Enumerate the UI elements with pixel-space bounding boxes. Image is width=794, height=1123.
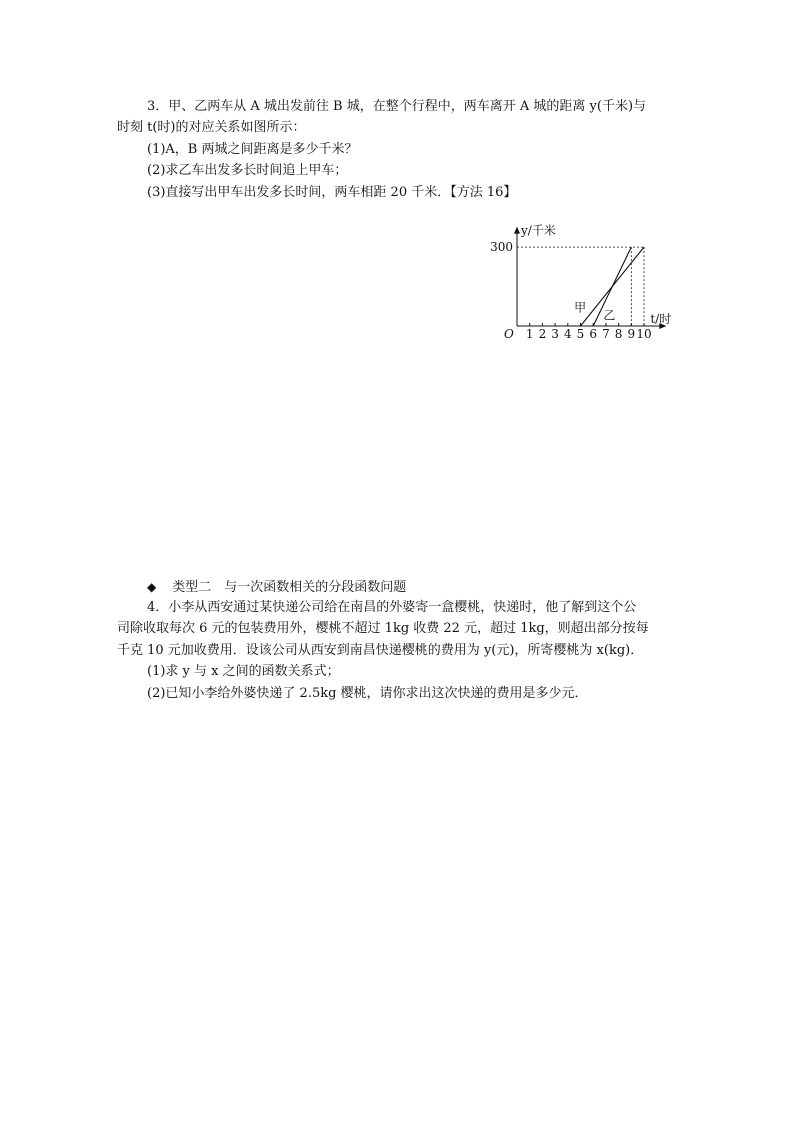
q4-sub1: (1)求 y 与 x 之间的函数关系式； [147,664,340,679]
q4-sub2: (2)已知小李给外婆快递了 2.5kg 樱桃，请你求出这次快递的费用是多少元． [147,686,588,701]
x-tick-label: 10 [636,327,652,341]
section-heading [147,577,406,598]
y-axis-label: y/千米 [521,223,556,238]
y-tick-label: 300 [490,240,513,255]
origin-label: O [504,327,514,341]
distance-time-chart [480,218,690,348]
x-tick-label: 2 [538,327,547,341]
q3-sub3: (3)直接写出甲车出发多长时间，两车相距 20 千米．【方法 16】 [147,185,517,200]
x-tick-label: 3 [551,327,559,341]
diamond-bullet-icon: ◆ [147,580,157,594]
x-tick-label: 8 [614,327,623,341]
x-tick-label: 7 [602,327,610,341]
section-title: 类型二 与一次函数相关的分段函数问题 [172,580,407,595]
q4-stem-line2: 司除收取每次 6 元的包装费用外，樱桃不超过 1kg 收费 22 元，超过 1kg，则超出部分按每 [117,621,649,636]
x-tick-label: 4 [563,327,572,341]
q3-stem-line2: 时刻 t(时)的对应关系如图所示： [117,120,306,135]
q4-stem-line3: 千克 10 元加收费用．设该公司从西安到南昌快递樱桃的费用为 y(元)，所寄樱桃为 x(kg)． [117,643,644,658]
q4-stem-line1: 4．小李从西安通过某快递公司给在南昌的外婆寄一盒樱桃，快递时，他了解到这个公 [147,600,637,615]
series-label: 甲 [574,300,587,315]
x-tick-label: 6 [589,327,598,341]
x-tick-label: 5 [576,327,585,341]
series-label: 乙 [603,308,616,323]
q3-sub2: (2)求乙车出发多长时间追上甲车； [147,163,348,178]
q3-stem-line1: 3．甲、乙两车从 A 城出发前往 B 城，在整个行程中，两车离开 A 城的距离 y(千米)与 [147,99,647,114]
y-axis-arrow-icon [514,227,520,234]
x-tick-label: 1 [525,327,534,341]
x-tick-label: 9 [627,327,636,341]
x-axis-label: t/时 [650,312,672,326]
q3-sub1: (1)A，B 两城之间距离是多少千米？ [147,142,358,157]
